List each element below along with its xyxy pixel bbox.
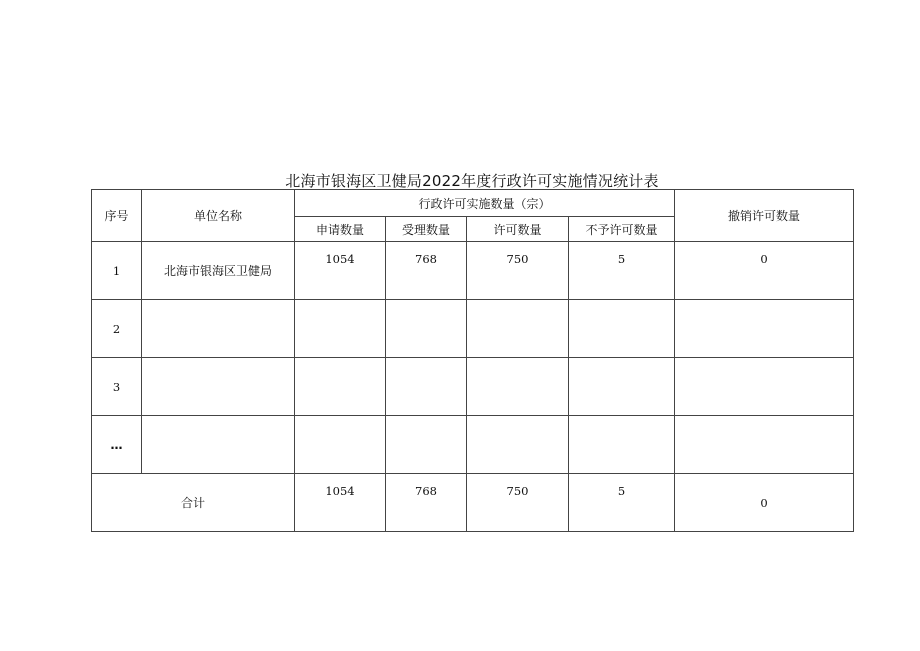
row-denied [569, 300, 675, 358]
row-unit-name [142, 416, 295, 474]
total-accepted: 768 [386, 474, 467, 532]
row-seq: … [92, 416, 142, 474]
row-accepted [386, 358, 467, 416]
row-seq: 1 [92, 242, 142, 300]
page-title: 北海市银海区卫健局2022年度行政许可实施情况统计表 [285, 172, 659, 190]
row-seq: 2 [92, 300, 142, 358]
total-label: 合计 [92, 474, 295, 532]
row-unit-name [142, 358, 295, 416]
header-applied: 申请数量 [295, 217, 386, 242]
header-permitted: 许可数量 [467, 217, 569, 242]
row-unit-name: 北海市银海区卫健局 [142, 242, 295, 300]
row-denied [569, 416, 675, 474]
row-revoked: 0 [675, 242, 854, 300]
total-applied: 1054 [295, 474, 386, 532]
statistics-table [91, 189, 854, 532]
row-unit-name [142, 300, 295, 358]
total-permitted: 750 [467, 474, 569, 532]
total-denied: 5 [569, 474, 675, 532]
row-applied [295, 416, 386, 474]
header-accepted: 受理数量 [386, 217, 467, 242]
table-row [92, 300, 854, 358]
row-denied [569, 358, 675, 416]
total-row [92, 474, 854, 532]
header-unit-name: 单位名称 [142, 190, 295, 242]
row-accepted [386, 300, 467, 358]
row-permitted [467, 358, 569, 416]
row-permitted [467, 416, 569, 474]
table-row [92, 358, 854, 416]
row-denied: 5 [569, 242, 675, 300]
header-revoked: 撤销许可数量 [675, 190, 854, 242]
header-denied: 不予许可数量 [569, 217, 675, 242]
row-permitted: 750 [467, 242, 569, 300]
row-applied [295, 358, 386, 416]
header-seq: 序号 [92, 190, 142, 242]
row-accepted: 768 [386, 242, 467, 300]
table-row [92, 416, 854, 474]
row-revoked [675, 300, 854, 358]
row-applied [295, 300, 386, 358]
row-permitted [467, 300, 569, 358]
row-revoked [675, 358, 854, 416]
row-applied: 1054 [295, 242, 386, 300]
total-revoked: 0 [675, 474, 854, 532]
header-permit-group: 行政许可实施数量（宗） [295, 190, 675, 217]
row-accepted [386, 416, 467, 474]
row-revoked [675, 416, 854, 474]
row-seq: 3 [92, 358, 142, 416]
table-row [92, 242, 854, 300]
